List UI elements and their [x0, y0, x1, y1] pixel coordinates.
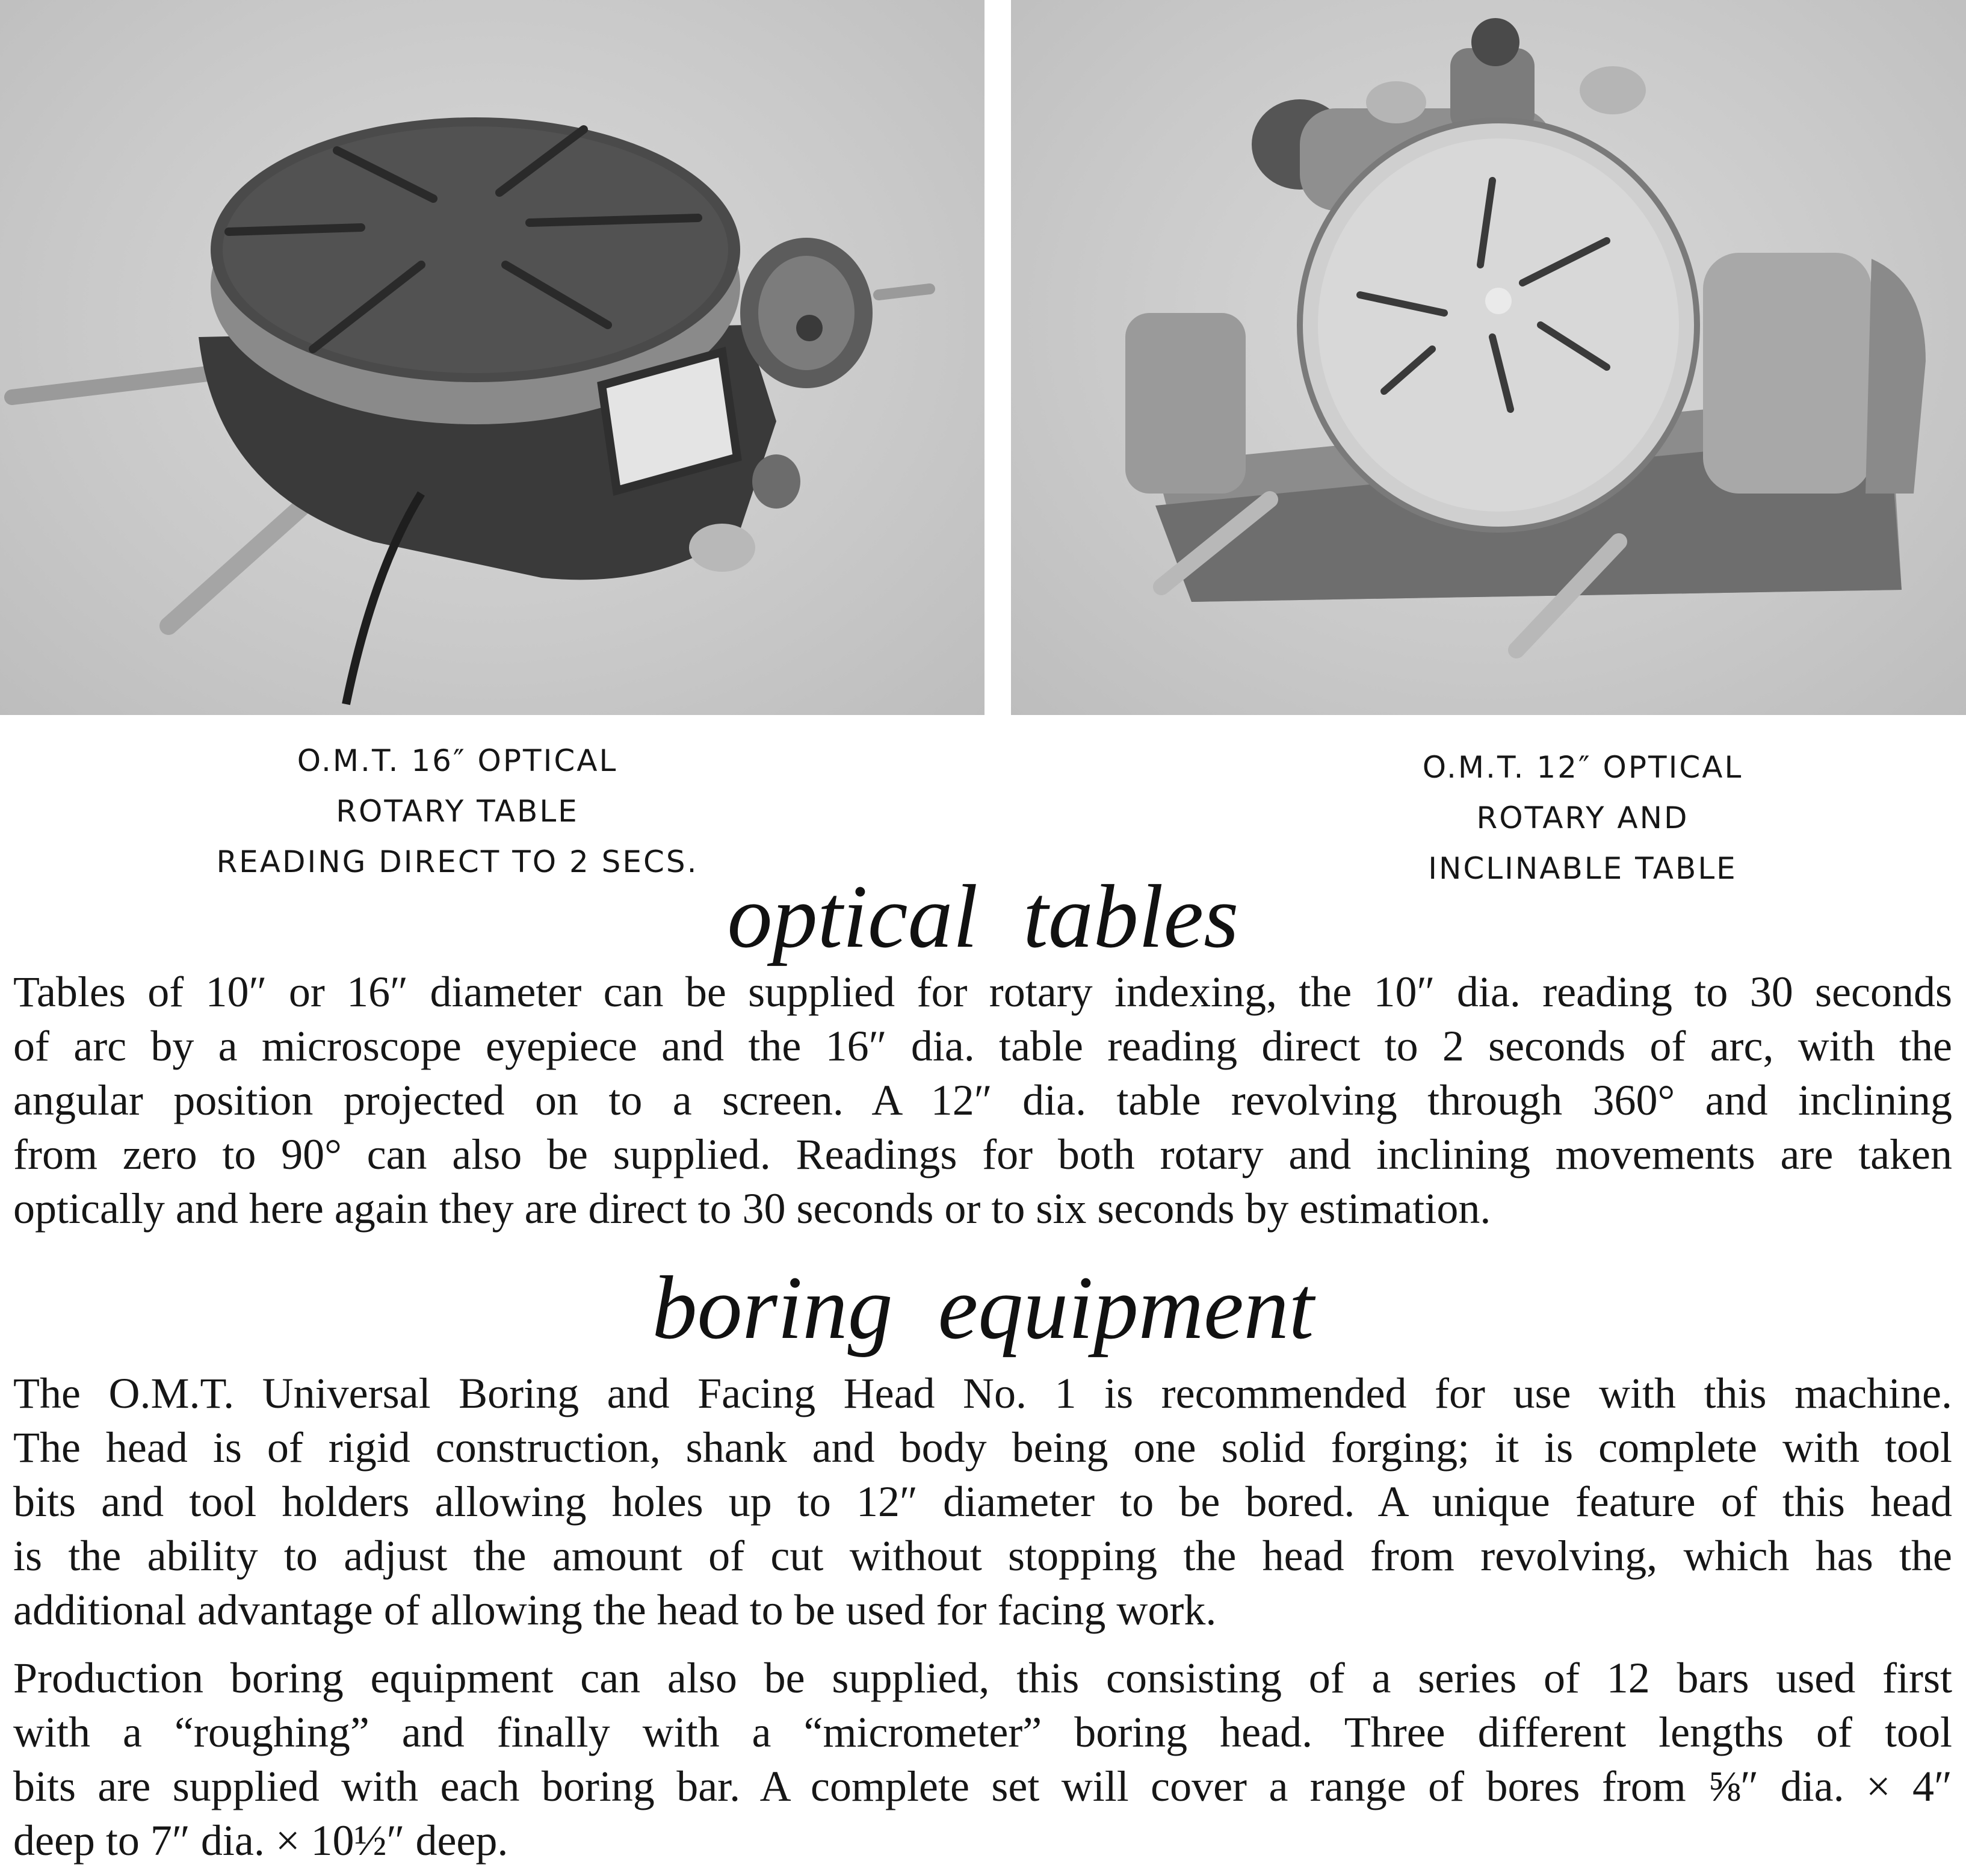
- caption-line: O.M.T. 16″ OPTICAL: [297, 743, 618, 778]
- text-line: The head is of rigid construction, shank and body being one solid forging; it is complete with tool: [13, 1423, 1952, 1472]
- text-line: of arc by a microscope eyepiece and the 16″ dia. table reading direct to 2 seconds of arc, with the: [13, 1022, 1952, 1070]
- text-line: bits are supplied with each boring bar. A complete set will cover a range of bores from ⅝″ dia. × 4″: [13, 1762, 1952, 1810]
- section-heading-optical-tables: optical tables: [727, 867, 1239, 967]
- caption-optical-rotary-table: [181, 735, 734, 887]
- caption-line: INCLINABLE TABLE: [1428, 851, 1737, 886]
- text-line: optically and here again they are direct to 30 seconds or to six seconds by estimation.: [13, 1184, 1491, 1233]
- inclinable-table-illustration: [1011, 0, 1966, 715]
- text-line: Tables of 10″ or 16″ diameter can be supplied for rotary indexing, the 10″ dia. reading to 30 seconds: [13, 968, 1952, 1016]
- text-line: bits and tool holders allowing holes up to 12″ diameter to be bored. A unique feature of this head: [13, 1478, 1952, 1526]
- text-line: with a “roughing” and finally with a “micrometer” boring head. Three different lengths of tool: [13, 1708, 1952, 1756]
- paragraph-production-boring: [13, 1651, 1952, 1868]
- text-line: Production boring equipment can also be supplied, this consisting of a series of 12 bars used first: [13, 1654, 1952, 1702]
- photo-inclinable-table: [1011, 0, 1966, 715]
- caption-line: READING DIRECT TO 2 SECS.: [216, 844, 699, 879]
- caption-line: O.M.T. 12″ OPTICAL: [1422, 750, 1743, 785]
- text-line: from zero to 90° can also be supplied. Readings for both rotary and inclining movements are taken: [13, 1130, 1952, 1178]
- caption-line: ROTARY AND: [1476, 800, 1689, 835]
- caption-line: ROTARY TABLE: [336, 794, 579, 829]
- paragraph-boring-head: [13, 1366, 1952, 1637]
- section-heading-boring-equipment: boring equipment: [652, 1258, 1314, 1358]
- rotary-table-illustration: [0, 0, 985, 715]
- text-line: additional advantage of allowing the head to be used for facing work.: [13, 1586, 1217, 1634]
- photo-optical-rotary-table: [0, 0, 985, 715]
- paragraph-optical-tables: [13, 965, 1952, 1236]
- text-line: The O.M.T. Universal Boring and Facing Head No. 1 is recommended for use with this machine.: [13, 1369, 1952, 1417]
- text-line: deep to 7″ dia. × 10½″ deep.: [13, 1816, 509, 1865]
- text-line: is the ability to adjust the amount of cut without stopping the head from revolving, which has the: [13, 1532, 1952, 1580]
- text-line: angular position projected on to a screen. A 12″ dia. table revolving through 360° and inclining: [13, 1076, 1952, 1124]
